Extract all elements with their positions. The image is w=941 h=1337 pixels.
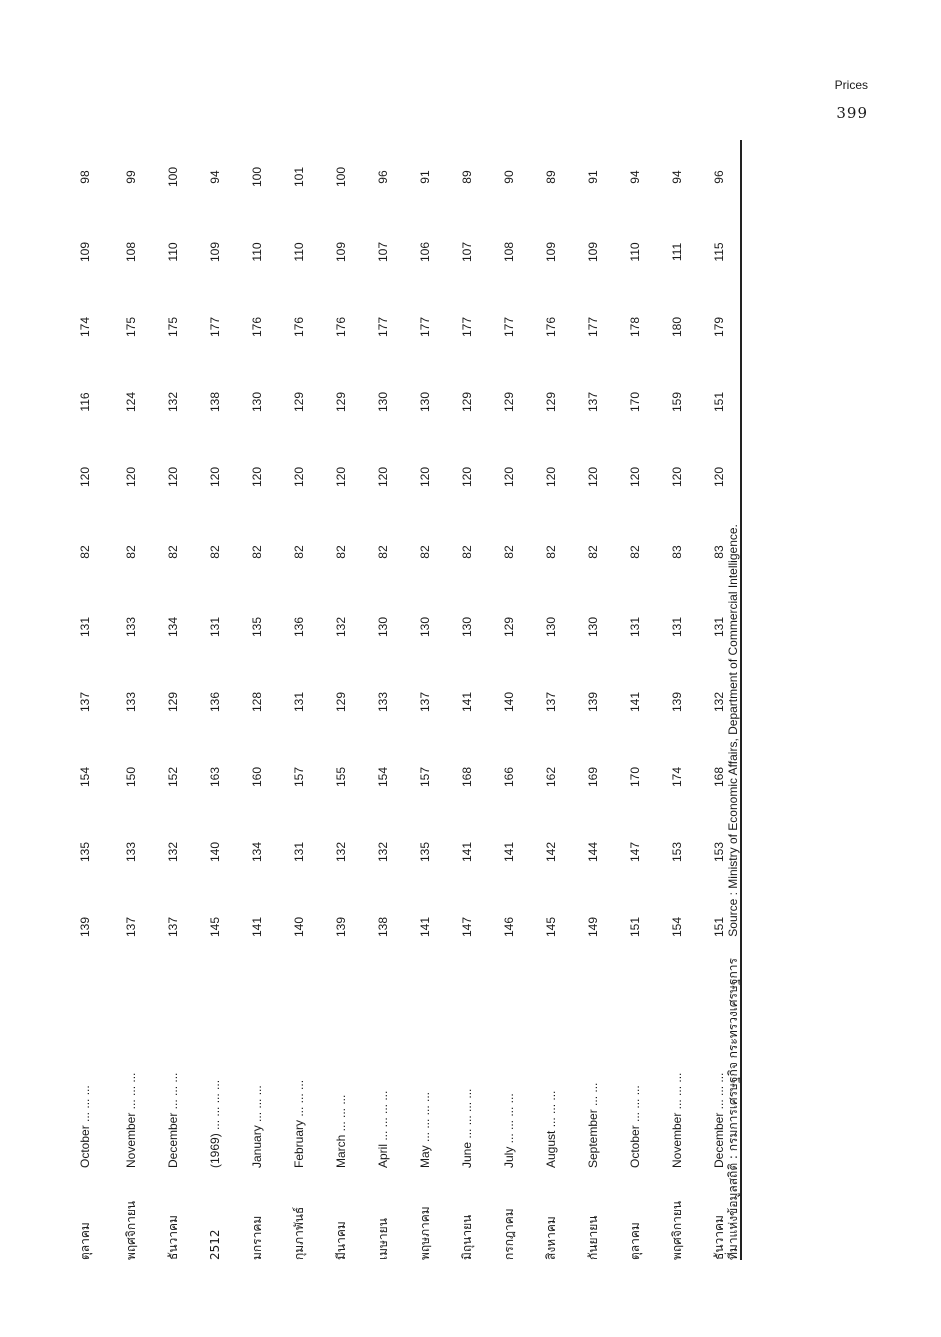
- table-cell: 82: [628, 545, 642, 559]
- table-cell: 145: [544, 916, 558, 938]
- table-cell: 100: [334, 166, 348, 188]
- row-label-thai: กรกฎาคม: [501, 1208, 516, 1260]
- row-label-english: October ... ... ...: [627, 1085, 642, 1168]
- table-cell: 129: [502, 391, 516, 413]
- row-label: [208, 965, 222, 1260]
- row-label-english: May ... ... ... ...: [417, 1091, 432, 1168]
- table-cell: 177: [418, 316, 432, 338]
- table-cell: 131: [292, 841, 306, 863]
- table-cell: 131: [292, 691, 306, 713]
- table-cell: 168: [712, 766, 726, 788]
- table-cell: 135: [250, 616, 264, 638]
- table-cell: 94: [628, 170, 642, 184]
- source-thai: ที่มาแห่งข้อมูลสถิติ : กรมการเศรษฐกิจ กระทรวงเศรษฐการ: [726, 958, 740, 1260]
- table-cell: 111: [670, 242, 684, 262]
- table-cell: 120: [166, 466, 180, 488]
- row-label-english: February ... ... ...: [291, 1079, 306, 1168]
- table-cell: 120: [334, 466, 348, 488]
- table-cell: 141: [502, 841, 516, 863]
- table-cell: 151: [712, 391, 726, 413]
- row-label: [122, 965, 141, 1260]
- table-cell: 131: [712, 616, 726, 638]
- table-cell: 137: [124, 916, 138, 938]
- table-cell: 130: [544, 616, 558, 638]
- table-cell: 134: [250, 841, 264, 863]
- table-cell: 175: [166, 316, 180, 338]
- table-cell: 82: [586, 545, 600, 559]
- table-cell: 177: [502, 316, 516, 338]
- table-cell: 147: [460, 916, 474, 938]
- row-label-english: July ... ... ... ...: [501, 1093, 516, 1168]
- row-label: [332, 965, 351, 1260]
- table-cell: 138: [376, 916, 390, 938]
- rotated-table-region: [60, 140, 760, 1260]
- row-label: [416, 965, 435, 1260]
- row-label-english: December ... ... ...: [165, 1072, 180, 1168]
- table-row: [614, 140, 656, 1260]
- table-cell: 169: [586, 766, 600, 788]
- row-label: [76, 965, 95, 1260]
- table-cell: 120: [376, 466, 390, 488]
- table-cell: 129: [544, 391, 558, 413]
- row-label-english: September ... ...: [585, 1082, 600, 1168]
- table-row: [110, 140, 152, 1260]
- table-cell: 177: [376, 316, 390, 338]
- table-row: [656, 140, 698, 1260]
- table-cell: 176: [292, 316, 306, 338]
- table-cell: 120: [712, 466, 726, 488]
- table-cell: 149: [586, 916, 600, 938]
- table-cell: 147: [628, 841, 642, 863]
- table-cell: 94: [208, 170, 222, 184]
- table-cell: 170: [628, 391, 642, 413]
- table-cell: 139: [670, 691, 684, 713]
- table-cell: 110: [628, 242, 642, 262]
- table-cell: 146: [502, 916, 516, 938]
- table-cell: 120: [670, 466, 684, 488]
- table-cell: 82: [78, 545, 92, 559]
- table-cell: 157: [418, 766, 432, 788]
- row-label-english: December ... ... ...: [711, 1072, 726, 1168]
- table-cell: 133: [124, 691, 138, 713]
- table-cell: 120: [418, 466, 432, 488]
- table-cell: 160: [250, 766, 264, 788]
- table-cell: 82: [334, 545, 348, 559]
- table-cell: 139: [586, 691, 600, 713]
- table-cell: 129: [334, 691, 348, 713]
- table-cell: 120: [460, 466, 474, 488]
- table-cell: 96: [376, 170, 390, 184]
- table-cell: 155: [334, 766, 348, 788]
- table-cell: 180: [670, 316, 684, 338]
- row-label-english: November ... ... ...: [123, 1072, 138, 1168]
- table-row: [446, 140, 488, 1260]
- table-cell: 110: [250, 242, 264, 262]
- row-label-thai: ตุลาคม: [627, 1222, 642, 1260]
- table-cell: 154: [670, 916, 684, 938]
- table-cell: 129: [166, 691, 180, 713]
- page-number: 399: [836, 104, 868, 122]
- table-cell: 108: [502, 241, 516, 263]
- table-cell: 177: [460, 316, 474, 338]
- row-label: [668, 965, 687, 1260]
- table-cell: 137: [544, 691, 558, 713]
- table-cell: 91: [586, 170, 600, 184]
- table-cell: 133: [124, 841, 138, 863]
- table-cell: 131: [78, 616, 92, 638]
- table-cell: 130: [586, 616, 600, 638]
- table-row: [572, 140, 614, 1260]
- table-cell: 82: [418, 545, 432, 559]
- table-cell: 109: [334, 241, 348, 263]
- row-label-thai: พฤษภาคม: [417, 1206, 432, 1260]
- table-cell: 166: [502, 766, 516, 788]
- table-cell: 135: [78, 841, 92, 863]
- table-cell: 109: [586, 241, 600, 263]
- table-cell: 133: [376, 691, 390, 713]
- table-cell: 159: [670, 391, 684, 413]
- table-cell: 120: [628, 466, 642, 488]
- table-cell: 101: [292, 166, 306, 188]
- table-cell: 174: [670, 766, 684, 788]
- source-note: [724, 140, 743, 1260]
- row-label-english: November ... ... ...: [669, 1072, 684, 1168]
- table-cell: 107: [376, 241, 390, 263]
- table-cell: 82: [250, 545, 264, 559]
- table-cell: 83: [712, 545, 726, 559]
- table-cell: 91: [418, 170, 432, 184]
- row-label-english: January ... ... ...: [249, 1085, 264, 1168]
- table-cell: 129: [292, 391, 306, 413]
- row-label-thai: พฤศจิกายน: [669, 1200, 684, 1260]
- table-cell: 141: [628, 691, 642, 713]
- table-cell: 98: [78, 170, 92, 184]
- table-cell: 142: [544, 841, 558, 863]
- table-cell: 82: [166, 545, 180, 559]
- table-cell: 175: [124, 316, 138, 338]
- row-label: [584, 965, 603, 1260]
- table-cell: 176: [544, 316, 558, 338]
- table-row: [362, 140, 404, 1260]
- table-cell: 100: [250, 166, 264, 188]
- row-label-english: June ... ... ... ...: [459, 1088, 474, 1168]
- table-cell: 90: [502, 170, 516, 184]
- table-cell: 106: [418, 241, 432, 263]
- table-cell: 108: [124, 241, 138, 263]
- table-cell: 124: [124, 391, 138, 413]
- row-label-thai: มิถุนายน: [459, 1214, 474, 1260]
- table-cell: 129: [460, 391, 474, 413]
- row-label-english: August ... ... ...: [543, 1090, 558, 1168]
- table-cell: 137: [586, 391, 600, 413]
- table-cell: 141: [460, 841, 474, 863]
- table-cell: 82: [502, 545, 516, 559]
- row-label-thai: เมษายน: [375, 1218, 390, 1260]
- row-label-thai: มกราคม: [249, 1215, 264, 1260]
- table-cell: 136: [292, 616, 306, 638]
- table-cell: 134: [166, 616, 180, 638]
- row-label-thai: 2512: [208, 1229, 222, 1260]
- running-header: Prices: [834, 78, 868, 92]
- table-cell: 120: [502, 466, 516, 488]
- table-cell: 131: [208, 616, 222, 638]
- table-cell: 137: [78, 691, 92, 713]
- row-label: [164, 965, 183, 1260]
- table-cell: 144: [586, 841, 600, 863]
- table-cell: 177: [586, 316, 600, 338]
- table-cell: 82: [292, 545, 306, 559]
- table-cell: 109: [544, 241, 558, 263]
- table-cell: 138: [208, 391, 222, 413]
- row-label: [374, 965, 393, 1260]
- table-cell: 163: [208, 766, 222, 788]
- table-cell: 162: [544, 766, 558, 788]
- table-cell: 141: [418, 916, 432, 938]
- table-cell: 157: [292, 766, 306, 788]
- table-cell: 82: [376, 545, 390, 559]
- table-row: [60, 140, 110, 1260]
- table-cell: 120: [250, 466, 264, 488]
- table-cell: 131: [628, 616, 642, 638]
- table-cell: 82: [544, 545, 558, 559]
- table-cell: 130: [460, 616, 474, 638]
- table-cell: 179: [712, 316, 726, 338]
- table-cell: 141: [460, 691, 474, 713]
- table-cell: 133: [124, 616, 138, 638]
- table-cell: 110: [166, 242, 180, 262]
- price-index-table: [60, 140, 726, 1260]
- row-label-thai: กันยายน: [585, 1215, 600, 1260]
- table-cell: 89: [460, 170, 474, 184]
- row-label-english: April ... ... ... ...: [375, 1090, 390, 1168]
- table-cell: 153: [712, 841, 726, 863]
- table-cell: 120: [586, 466, 600, 488]
- row-label-thai: มีนาคม: [333, 1221, 348, 1260]
- row-label-english: (1969) ... ... ... ...: [208, 1079, 222, 1168]
- table-row: [152, 140, 194, 1260]
- table-cell: 96: [712, 170, 726, 184]
- table-cell: 130: [418, 616, 432, 638]
- table-cell: 132: [376, 841, 390, 863]
- table-cell: 120: [292, 466, 306, 488]
- table-cell: 120: [124, 466, 138, 488]
- source-english: Source : Ministry of Economic Affairs, Department of Commercial Intelligence.: [726, 524, 740, 937]
- table-cell: 94: [670, 170, 684, 184]
- table-cell: 151: [712, 916, 726, 938]
- table-cell: 120: [78, 466, 92, 488]
- table-cell: 120: [544, 466, 558, 488]
- table-cell: 154: [78, 766, 92, 788]
- table-row: [320, 140, 362, 1260]
- table-cell: 140: [292, 916, 306, 938]
- table-cell: 140: [502, 691, 516, 713]
- table-cell: 132: [166, 841, 180, 863]
- table-cell: 130: [418, 391, 432, 413]
- row-label: [290, 965, 309, 1260]
- table-cell: 128: [250, 691, 264, 713]
- table-cell: 130: [376, 616, 390, 638]
- table-cell: 129: [334, 391, 348, 413]
- table-row: [404, 140, 446, 1260]
- table-cell: 109: [78, 241, 92, 263]
- table-row: [194, 140, 236, 1260]
- row-label-thai: ธันวาคม: [165, 1215, 180, 1260]
- row-label: [500, 965, 519, 1260]
- row-label: [458, 965, 477, 1260]
- table-cell: 170: [628, 766, 642, 788]
- table-cell: 132: [334, 841, 348, 863]
- table-cell: 176: [334, 316, 348, 338]
- row-label-thai: ธันวาคม: [711, 1215, 726, 1260]
- table-cell: 139: [78, 916, 92, 938]
- table-cell: 139: [334, 916, 348, 938]
- table-cell: 132: [334, 616, 348, 638]
- table-row: [488, 140, 530, 1260]
- table-cell: 174: [78, 316, 92, 338]
- table-row: [530, 140, 572, 1260]
- table-cell: 152: [166, 766, 180, 788]
- table-cell: 82: [124, 545, 138, 559]
- table-cell: 136: [208, 691, 222, 713]
- table-cell: 116: [78, 392, 92, 412]
- table-cell: 99: [124, 170, 138, 184]
- table-cell: 132: [712, 691, 726, 713]
- row-label-thai: พฤศจิกายน: [123, 1200, 138, 1260]
- table-cell: 150: [124, 766, 138, 788]
- row-label-english: March ... ... ...: [333, 1094, 348, 1168]
- row-label: [542, 965, 561, 1260]
- table-cell: 83: [670, 545, 684, 559]
- row-label-thai: กุมภาพันธ์: [291, 1206, 306, 1260]
- table-cell: 140: [208, 841, 222, 863]
- table-cell: 135: [418, 841, 432, 863]
- table-cell: 130: [376, 391, 390, 413]
- table-cell: 82: [208, 545, 222, 559]
- table-cell: 145: [208, 916, 222, 938]
- table-cell: 168: [460, 766, 474, 788]
- table-cell: 151: [628, 916, 642, 938]
- table-cell: 107: [460, 241, 474, 263]
- table-cell: 130: [250, 391, 264, 413]
- row-label-english: October ... ... ...: [77, 1085, 92, 1168]
- table-cell: 89: [544, 170, 558, 184]
- table-cell: 129: [502, 616, 516, 638]
- row-label-thai: ตุลาคม: [77, 1222, 92, 1260]
- table-cell: 141: [250, 916, 264, 938]
- row-label: [626, 965, 645, 1260]
- table-cell: 132: [166, 391, 180, 413]
- table-cell: 178: [628, 316, 642, 338]
- table-cell: 100: [166, 166, 180, 188]
- table-cell: 109: [208, 241, 222, 263]
- table-cell: 137: [418, 691, 432, 713]
- table-cell: 154: [376, 766, 390, 788]
- table-cell: 153: [670, 841, 684, 863]
- table-cell: 115: [712, 242, 726, 262]
- table-cell: 82: [460, 545, 474, 559]
- table-cell: 137: [166, 916, 180, 938]
- table-cell: 131: [670, 616, 684, 638]
- table-cell: 177: [208, 316, 222, 338]
- row-label-thai: สิงหาคม: [543, 1216, 558, 1260]
- row-label: [248, 965, 267, 1260]
- table-cell: 110: [292, 242, 306, 262]
- table-cell: 176: [250, 316, 264, 338]
- table-cell: 120: [208, 466, 222, 488]
- table-row: [236, 140, 278, 1260]
- table-row: [278, 140, 320, 1260]
